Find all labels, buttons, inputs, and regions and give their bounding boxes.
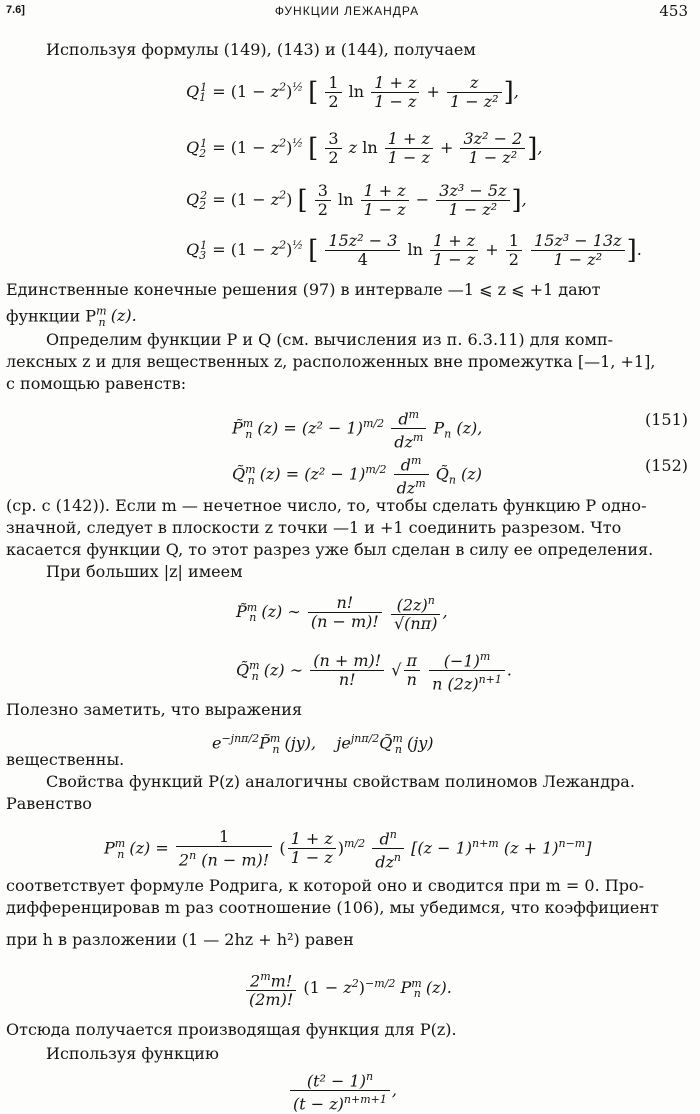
- section-number: 7.6]: [6, 4, 25, 16]
- paragraph-define-3: с помощью равенств:: [6, 374, 187, 393]
- equation-152: Q̃$^m_n$ $(z) = (z^2 - 1)^{m/2}$ $\frac{d^m}{dz^m}$ $Q̃_n$ (z) (152): [232, 454, 688, 498]
- paragraph-large-z: При больших |z| имеем: [46, 562, 243, 581]
- paragraph-rodrigues-3: при h в разложении (1 — 2hz + h²) равен: [6, 930, 354, 949]
- equation-q22: $Q_2^2 = (1 - z^2)$ [ $\frac{3}{2}$ ln $\frac{1 + z}{1 - z}$ − $\frac{\text{3z³ − 5z}}{\text{1 − z²}}$ ],: [186, 181, 527, 219]
- paragraph-odd-m-3: касается функции Q, то этот разрез уже был сделан в силу ее определения.: [6, 540, 654, 559]
- paragraph-odd-m-2: значной, следует в плоскости z точки —1 и +1 соединить разрезом. Что: [6, 518, 622, 537]
- paragraph-finite-solutions-2: функции $P^m_n$ (z).: [6, 305, 137, 329]
- equation-number-151: (151): [644, 410, 688, 429]
- equation-q31: $Q_3^1 = (1 - z^2)^{\frac{1}{2}}$ [ $\frac{\text{15z² − 3}}{4}$ ln $\frac{1 + z}{1 - z}$ + $\frac{1}{2}$ $\frac{\text{15z³ − 13z}}{\text{1 − z²}}$ ].: [186, 231, 642, 269]
- equation-q21: $Q_2^1 = (1 - z^2)^{\frac{1}{2}}$ [ $\frac{3}{2}$ z ln $\frac{1 + z}{1 - z}$ + $\frac{\text{3z² − 2}}{\text{1 − z²}}$ ],: [186, 129, 543, 167]
- equation-151: P̃$^m_n$ $(z) = (z^2 - 1)^{m/2}$ $\frac{d^m}{dz^m}$ $P_n$ (z), (151): [232, 408, 688, 452]
- paragraph-intro: Используя формулы (149), (143) и (144), получаем: [46, 40, 476, 59]
- chapter-title: ФУНКЦИИ ЛЕЖАНДРА: [274, 4, 420, 18]
- paragraph-real: вещественны.: [6, 750, 125, 769]
- equation-q11: $Q_1^1 = (1 - z^2)^{\frac{1}{2}}$ [ $\frac{1}{2}$ ln $\frac{1 + z}{1 - z}$ + $\frac{z}{\text{1 − z²}}$ ],: [186, 73, 519, 111]
- paragraph-generating-function: Отсюда получается производящая функция для P(z).: [6, 1020, 457, 1039]
- equation-rodrigues: $P^m_n$ (z) = $\frac{1}{2^n (n - m)!}$ ( $\frac{1 + z}{1 - z}$ )$^{m/2}$ $\frac{d^n}{dz^n}$ [$(z - 1)^{n+m}$ $(z + 1)^{n-m}$]: [104, 827, 592, 872]
- paragraph-finite-solutions-1: Единственные конечные решения (97) в интервале —1 ⩽ z ⩽ +1 дают: [6, 280, 601, 299]
- page-number: 453: [659, 2, 688, 20]
- equation-function: $\frac{(t^2 - 1)^n}{(t - z)^{n+m+1}}$ ,: [0, 1064, 700, 1110]
- equation-asymptotic-p: P̃$^m_n$ (z) ∼ $\frac{n!}{(n - m)!}$ $\frac{(2z)^n}{√(n\pi)}$ ,: [236, 593, 448, 634]
- equation-real-expressions: $e^{-jn\pi/2}P̃^m_n$ (jy), $je^{jn\pi/2}Q̃^m_n$ (jy): [212, 732, 434, 756]
- paragraph-properties-2: Равенство: [6, 794, 92, 813]
- paragraph-properties-1: Свойства функций P(z) аналогичны свойствам полиномов Лежандра.: [46, 772, 635, 791]
- paragraph-odd-m-1: (ср. с (142)). Если m — нечетное число, то, чтобы сделать функцию P одно-: [6, 496, 647, 515]
- paragraph-note: Полезно заметить, что выражения: [6, 700, 303, 719]
- equation-asymptotic-q: Q̃$^m_n$ (z) ∼ $\frac{(n + m)!}{n!}$ √ $\frac{\pi}{n}$ $\frac{(-1)^m}{n (2z)^{n+1}}$ .: [236, 650, 512, 694]
- paragraph-define-2: лексных z и для вещественных z, расположенных вне промежутка [—1, +1],: [6, 352, 656, 371]
- paragraph-using-function: Используя функцию: [46, 1044, 219, 1063]
- equation-number-152: (152): [644, 456, 688, 475]
- paragraph-rodrigues-2: дифференцировав m раз соотношение (106), мы убедимся, что коэффициент: [6, 898, 659, 917]
- equation-coefficient: $\frac{2^mm!}{(2m)!}$ $(1 - z^2)^{-m/2}$ $P^m_n$ (z).: [0, 960, 700, 1006]
- paragraph-define-1: Определим функции P и Q (см. вычисления из п. 6.3.11) для комп-: [46, 330, 614, 349]
- running-header: [6, 2, 688, 24]
- paragraph-rodrigues-1: соответствует формуле Родрига, к которой оно и сводится при m = 0. Про-: [6, 876, 644, 895]
